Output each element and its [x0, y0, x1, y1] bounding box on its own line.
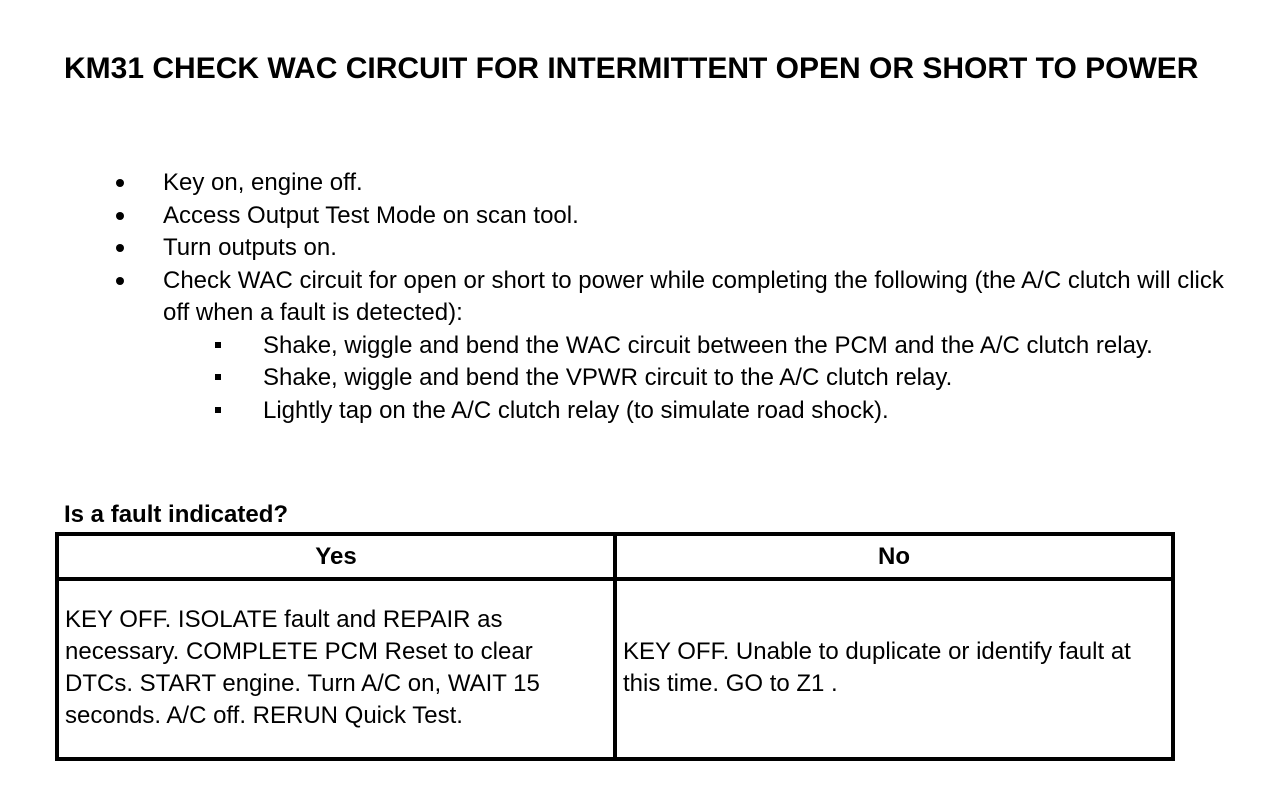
sub-list-item — [163, 330, 1228, 363]
yes-cell: KEY OFF. ISOLATE fault and REPAIR as necessary. COMPLETE PCM Reset to clear DTCs. START engine. Turn A/C on, WAIT 15 seconds. A/C off. RERUN Quick Test. — [57, 579, 615, 759]
page-title: KM31 CHECK WAC CIRCUIT FOR INTERMITTENT OPEN OR SHORT TO POWER — [64, 52, 1199, 85]
step-text: Key on, engine off. — [163, 169, 363, 196]
substep-text: Lightly tap on the A/C clutch relay (to simulate road shock). — [263, 396, 889, 424]
bullet-icon — [116, 244, 124, 252]
square-bullet-icon — [215, 342, 221, 348]
sub-list-item — [163, 395, 1228, 428]
step-text: Turn outputs on. — [163, 234, 337, 261]
step-text: Access Output Test Mode on scan tool. — [163, 201, 579, 229]
table-row — [57, 579, 1173, 759]
square-bullet-icon — [215, 374, 221, 380]
answer-table — [55, 532, 1175, 761]
no-header: No — [615, 534, 1173, 579]
bullet-icon — [116, 212, 124, 220]
list-item — [108, 167, 1228, 200]
step-text: Check WAC circuit for open or short to power while completing the following (the A/C clutch will click off when a fault is detected): — [163, 266, 1224, 326]
list-item — [108, 200, 1228, 233]
table-header-row — [57, 534, 1173, 579]
bullet-icon — [116, 277, 124, 285]
bullet-icon — [116, 179, 124, 187]
square-bullet-icon — [215, 407, 221, 413]
question-label: Is a fault indicated? — [64, 501, 289, 528]
step-list — [108, 167, 1228, 427]
list-item — [108, 232, 1228, 265]
substep-text: Shake, wiggle and bend the VPWR circuit to the A/C clutch relay. — [263, 364, 953, 391]
substep-list — [163, 330, 1228, 428]
no-cell: KEY OFF. Unable to duplicate or identify fault at this time. GO to Z1 . — [615, 579, 1173, 759]
list-item — [108, 265, 1228, 428]
substep-text: Shake, wiggle and bend the WAC circuit between the PCM and the A/C clutch relay. — [263, 331, 1153, 359]
yes-header: Yes — [57, 534, 615, 579]
sub-list-item — [163, 362, 1228, 395]
